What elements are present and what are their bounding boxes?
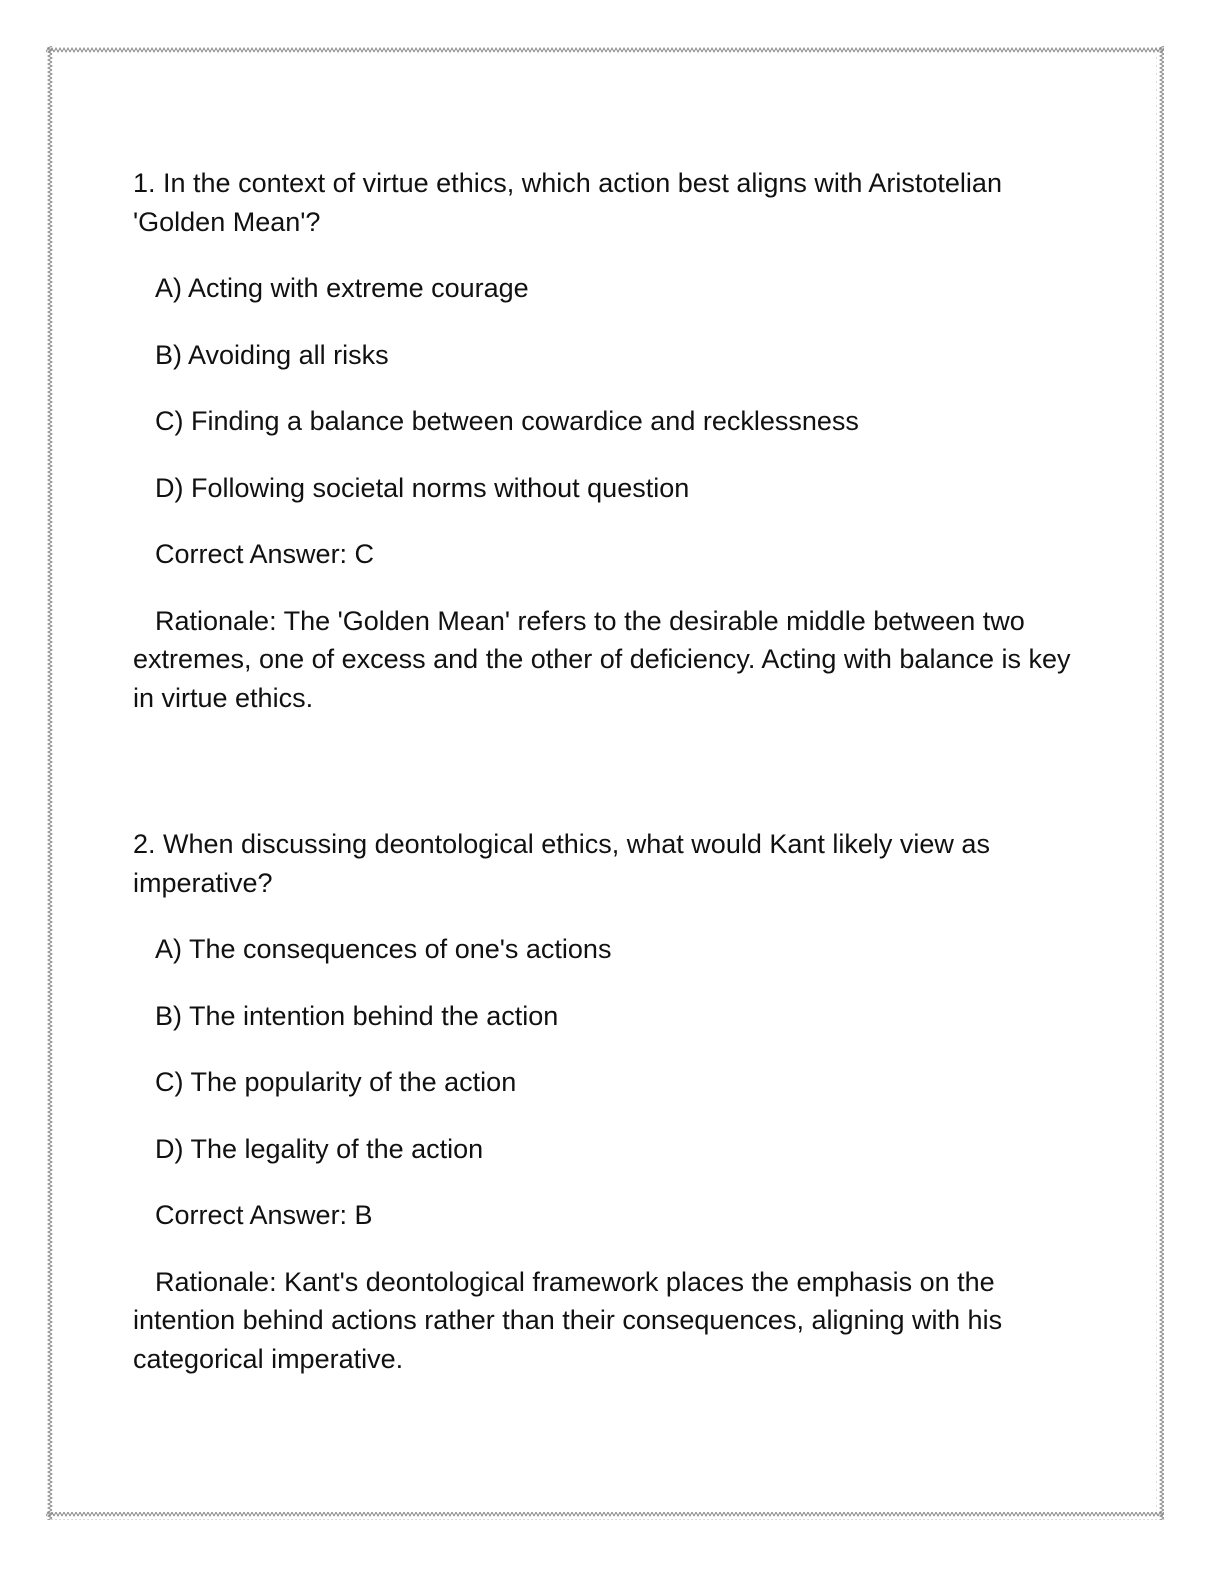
question-text: 2. When discussing deontological ethics, what would Kant likely view as imperative? bbox=[133, 829, 990, 898]
option-a: A) The consequences of one's actions bbox=[155, 934, 612, 964]
option-c: C) The popularity of the action bbox=[155, 1067, 517, 1097]
quiz-content bbox=[133, 164, 1093, 1378]
option-d: D) Following societal norms without question bbox=[155, 472, 690, 503]
rationale-text: Rationale: Kant's deontological framework places the emphasis on the intention behind actions rather than their consequences, aligning with his categorical imperative. bbox=[133, 1266, 1003, 1374]
option-d: D) The legality of the action bbox=[155, 1133, 484, 1164]
option-a: A) Acting with extreme courage bbox=[155, 273, 529, 303]
question-text: 1. In the context of virtue ethics, which action best aligns with Aristotelian 'Golden Mean'? bbox=[133, 168, 1002, 237]
question-block-2 bbox=[133, 825, 1093, 1378]
option-b: B) The intention behind the action bbox=[155, 1000, 559, 1031]
correct-answer: Correct Answer: C bbox=[155, 539, 375, 569]
rationale-text: Rationale: The 'Golden Mean' refers to the desirable middle between two extremes, one of excess and the other of deficiency. Acting with balance is key in virtue ethics. bbox=[133, 605, 1071, 713]
question-block-1 bbox=[133, 164, 1093, 717]
option-c: C) Finding a balance between cowardice and recklessness bbox=[155, 406, 859, 436]
correct-answer: Correct Answer: B bbox=[155, 1200, 373, 1230]
option-b: B) Avoiding all risks bbox=[155, 339, 389, 370]
